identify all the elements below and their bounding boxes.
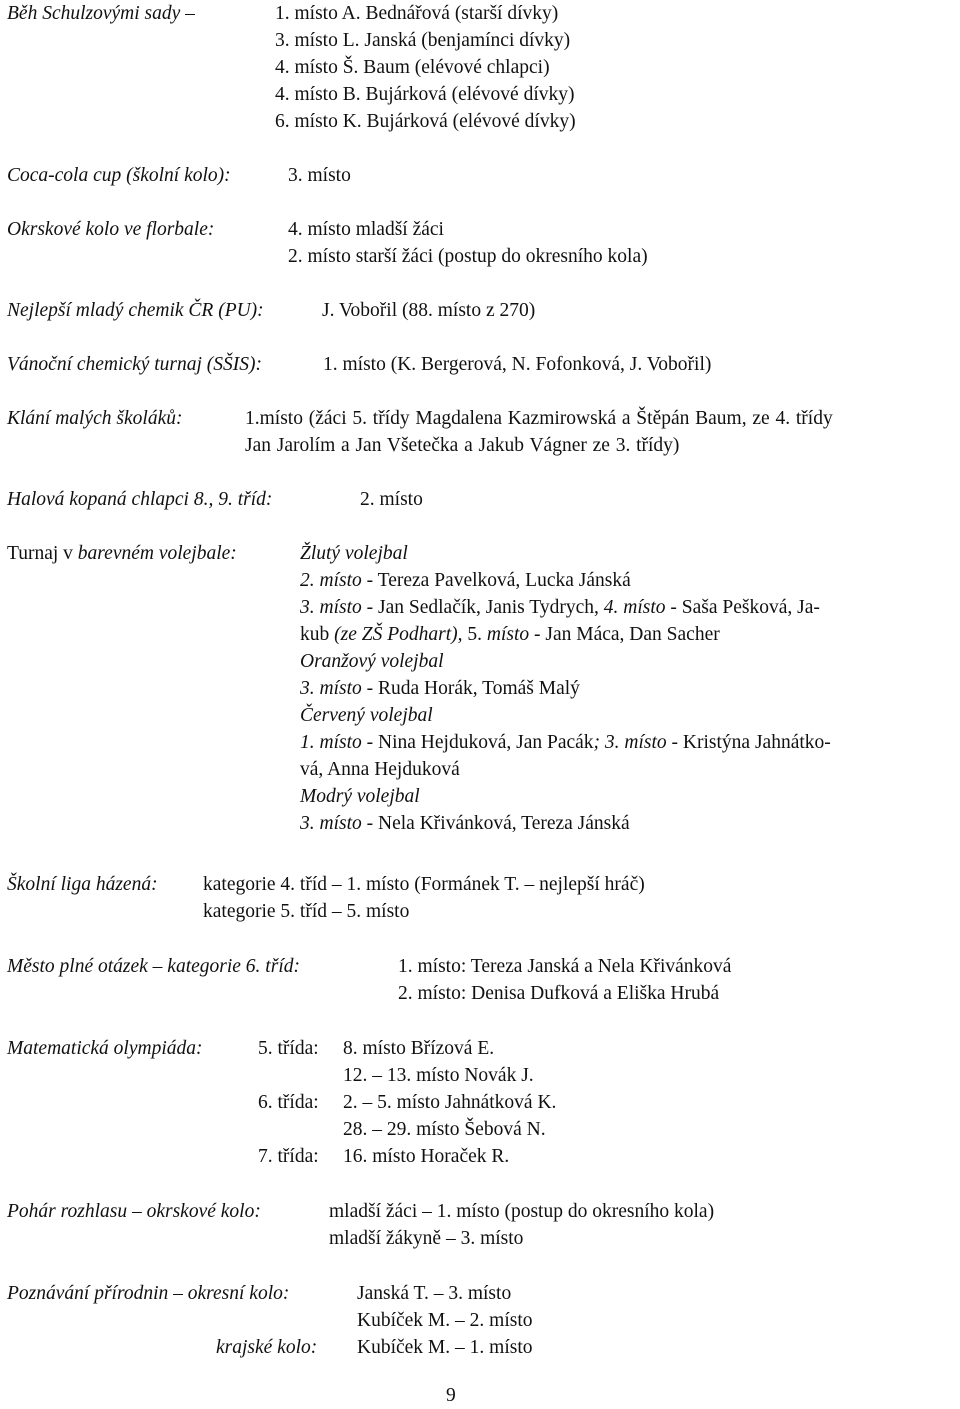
mesto-line: 2. místo: Denisa Dufková a Eliška Hrubá <box>398 983 720 1004</box>
klani-line: 1.místo (žáci 5. třídy Magdalena Kazmirowská a Štěpán Baum, ze 4. třídy <box>245 408 833 429</box>
chemik-label: Nejlepší mladý chemik ČR (PU): <box>7 300 264 321</box>
names: - Nela Křivánková, Tereza Jánská <box>366 813 630 834</box>
liga-label: Školní liga házená: <box>7 874 158 895</box>
vanocni-label: Vánoční chemický turnaj (SŠIS): <box>7 354 263 375</box>
trida-label: 5. třída: <box>258 1038 319 1059</box>
place: 1. místo <box>300 732 362 753</box>
names: - Saša Pešková, Ja- <box>670 597 820 618</box>
names: kub <box>300 624 330 645</box>
place: místo <box>486 624 530 645</box>
matematicka-result: 16. místo Horaček R. <box>343 1146 510 1167</box>
place: 3. místo <box>604 732 667 753</box>
turnaj-label-italic: barevném volejbale: <box>77 543 237 564</box>
trida-label: 7. třída: <box>258 1146 319 1167</box>
coca-value: 3. místo <box>288 165 351 186</box>
halova-value: 2. místo <box>360 489 423 510</box>
place: 4. místo <box>603 597 666 618</box>
klani-line: Jan Jarolím a Jan Všetečka a Jakub Vágner ze 3. třídy) <box>245 435 680 456</box>
volejbal-heading: Modrý volejbal <box>300 786 420 807</box>
turnaj-row <box>300 729 831 756</box>
poznavani-line: Janská T. – 3. místo <box>357 1283 512 1304</box>
chemik-value: J. Vobořil (88. místo z 270) <box>322 300 536 321</box>
names: - Tereza Pavelková, Lucka Jánská <box>366 570 631 591</box>
turnaj-row <box>300 567 631 594</box>
halova-label: Halová kopaná chlapci 8., 9. tříd: <box>7 489 273 510</box>
volejbal-heading: Červený volejbal <box>300 705 433 726</box>
beh-label: Běh Schulzovými sady – <box>7 3 195 24</box>
mesto-line: 1. místo: Tereza Janská a Nela Křivánková <box>398 956 732 977</box>
coca-label: Coca-cola cup (školní kolo): <box>7 165 231 186</box>
separator: ; <box>593 732 601 753</box>
mesto-label: Město plné otázek – kategorie 6. tříd: <box>7 956 300 977</box>
vanocni-value: 1. místo (K. Bergerová, N. Fofonková, J. Vobořil) <box>323 354 712 375</box>
names: - Kristýna Jahnátko- <box>671 732 831 753</box>
place-number: 5. <box>467 624 482 645</box>
poznavani-label: Poznávání přírodnin – okresní kolo: <box>7 1283 290 1304</box>
place: 2. místo <box>300 570 362 591</box>
liga-line: kategorie 5. tříd – 5. místo <box>203 901 410 922</box>
pohar-label: Pohár rozhlasu – okrskové kolo: <box>7 1201 261 1222</box>
florbal-item: 4. místo mladší žáci <box>288 219 444 240</box>
page-number: 9 <box>446 1385 456 1406</box>
liga-line: kategorie 4. tříd – 1. místo (Formánek T. – nejlepší hráč) <box>203 874 645 895</box>
poznavani-line: Kubíček M. – 2. místo <box>357 1310 533 1331</box>
trida-label: 6. třída: <box>258 1092 319 1113</box>
beh-item: 4. místo B. Bujárková (elévové dívky) <box>275 84 575 105</box>
florbal-item: 2. místo starší žáci (postup do okresního kola) <box>288 246 648 267</box>
turnaj-row <box>300 810 630 837</box>
matematicka-label: Matematická olympiáda: <box>7 1038 203 1059</box>
names: - Jan Máca, Dan Sacher <box>534 624 720 645</box>
turnaj-row <box>300 594 820 621</box>
poznavani-kraj-label: krajské kolo: <box>216 1337 318 1358</box>
turnaj-row: vá, Anna Hejduková <box>300 759 460 780</box>
volejbal-heading: Žlutý volejbal <box>300 543 408 564</box>
place: 3. místo <box>300 678 362 699</box>
volejbal-heading: Oranžový volejbal <box>300 651 444 672</box>
turnaj-label <box>7 540 237 567</box>
names: - Ruda Horák, Tomáš Malý <box>366 678 580 699</box>
beh-item: 3. místo L. Janská (benjamínci dívky) <box>275 30 571 51</box>
school-note: (ze ZŠ Podhart), <box>334 624 463 645</box>
beh-item: 6. místo K. Bujárková (elévové dívky) <box>275 111 576 132</box>
place: 3. místo <box>300 597 362 618</box>
matematicka-result: 28. – 29. místo Šebová N. <box>343 1119 546 1140</box>
names: - Nina Hejduková, Jan Pacák <box>366 732 594 753</box>
beh-item: 1. místo A. Bednářová (starší dívky) <box>275 3 559 24</box>
beh-item: 4. místo Š. Baum (elévové chlapci) <box>275 57 550 78</box>
matematicka-result: 12. – 13. místo Novák J. <box>343 1065 534 1086</box>
matematicka-result: 2. – 5. místo Jahnátková K. <box>343 1092 557 1113</box>
turnaj-label-plain: Turnaj v <box>7 543 73 564</box>
names: - Jan Sedlačík, Janis Tydrych, <box>366 597 599 618</box>
poznavani-line: Kubíček M. – 1. místo <box>357 1337 533 1358</box>
pohar-line: mladší žákyně – 3. místo <box>329 1228 524 1249</box>
matematicka-result: 8. místo Břízová E. <box>343 1038 495 1059</box>
klani-label: Klání malých školáků: <box>7 408 183 429</box>
florbal-label: Okrskové kolo ve florbale: <box>7 219 215 240</box>
place: 3. místo <box>300 813 362 834</box>
turnaj-row <box>300 621 720 648</box>
turnaj-row <box>300 675 580 702</box>
pohar-line: mladší žáci – 1. místo (postup do okresního kola) <box>329 1201 715 1222</box>
